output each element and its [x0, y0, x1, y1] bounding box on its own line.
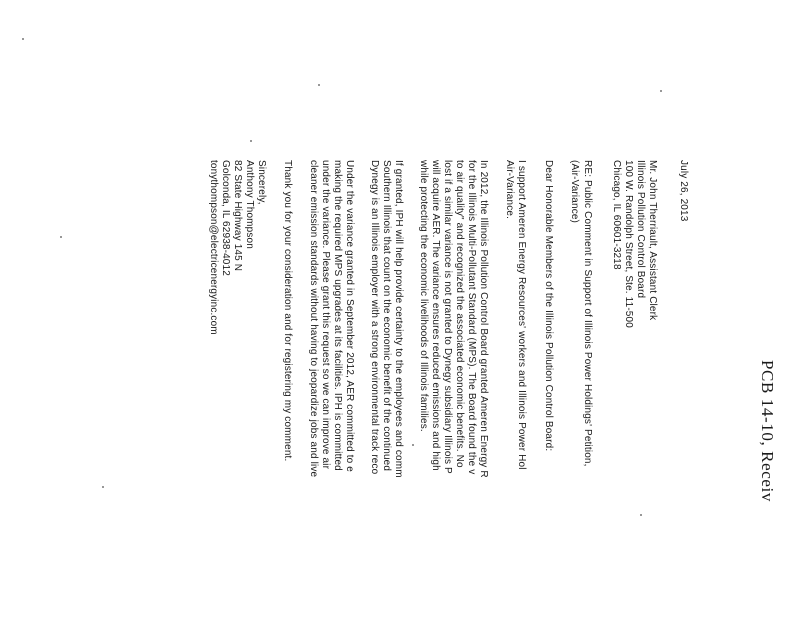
signer-city: Golconda, IL 62938-4012: [220, 160, 231, 276]
recipient-line: Illinois Pollution Control Board: [635, 160, 646, 299]
paragraph-line: will acquire AER. The variance ensures reduced emissions and high: [430, 160, 441, 471]
paragraph-line: I support Ameren Energy Resources' workers and Illinois Power Hol: [516, 160, 527, 470]
scan-speck: [660, 90, 662, 92]
signer-name: Anthony Thompson: [244, 160, 255, 249]
scan-speck: [60, 236, 62, 238]
scan-speck: [22, 38, 24, 40]
salutation: Dear Honorable Members of the Illinois Pollution Control Board:: [543, 160, 554, 452]
signer-street: 82 State Highway 145 N: [232, 160, 243, 272]
paragraph-line: while protecting the economic livelihoods of Illinois families.: [418, 160, 429, 432]
re-line-sub: (Air-Variance): [569, 160, 580, 224]
paragraph-line: making the required MPS upgrades at its facilities. IPH is committed: [332, 160, 343, 471]
re-line: RE: Public Comment in Support of Illinois Power Holdings' Petition,: [582, 160, 593, 467]
paragraph-line: Dynegy is an Illinois employer with a strong environmental track reco: [369, 160, 380, 475]
paragraph-line: cleaner emission standards without having to jeopardize jobs and live: [308, 160, 319, 478]
recipient-line: 100 W. Randolph Street, Ste. 11-500: [623, 160, 634, 328]
letter-date: July 26, 2013: [678, 160, 689, 222]
paragraph-line: Under the variance granted in September 2012, AER committed to e: [344, 160, 355, 472]
paragraph-line: Air-Variance.: [504, 160, 515, 220]
paragraph-line: If granted, IPH will help provide certainty to the employees and comm: [393, 160, 404, 478]
signer-email: tonythompson@electricenergyinc.com: [208, 160, 219, 335]
paragraph-line: to air quality" and recognized the associated economic benefits. No: [454, 160, 465, 468]
recipient-line: Mr. John Therriault, Assistant Clerk: [647, 160, 658, 321]
scan-speck: [640, 514, 642, 516]
paragraph-thanks: Thank you for your consideration and for registering my comment.: [282, 160, 293, 462]
closing: Sincerely,: [256, 160, 267, 205]
scan-speck: [250, 140, 252, 142]
recipient-line: Chicago, IL 60601-3218: [611, 160, 622, 270]
paragraph-line: lost if a similar variance is not granted to Dynegy subsidiary Illinois P: [442, 160, 453, 474]
paragraph-line: In 2012, the Illinois Pollution Control Board granted Ameren Energy R: [478, 160, 489, 478]
scan-speck: [318, 84, 320, 86]
scan-speck: [412, 444, 414, 446]
received-stamp-header: PCB 14-10, Receiv: [758, 360, 777, 502]
paragraph-line: for the Illinois Multi-Pollutant Standard (MPS). The Board found the v: [466, 160, 477, 475]
paragraph-line: Southern Illinois that count on the economic benefit of the continued: [381, 160, 392, 472]
scan-speck: [102, 486, 104, 488]
paragraph-line: under the variance. Please grant this request so we can improve air: [320, 160, 331, 470]
